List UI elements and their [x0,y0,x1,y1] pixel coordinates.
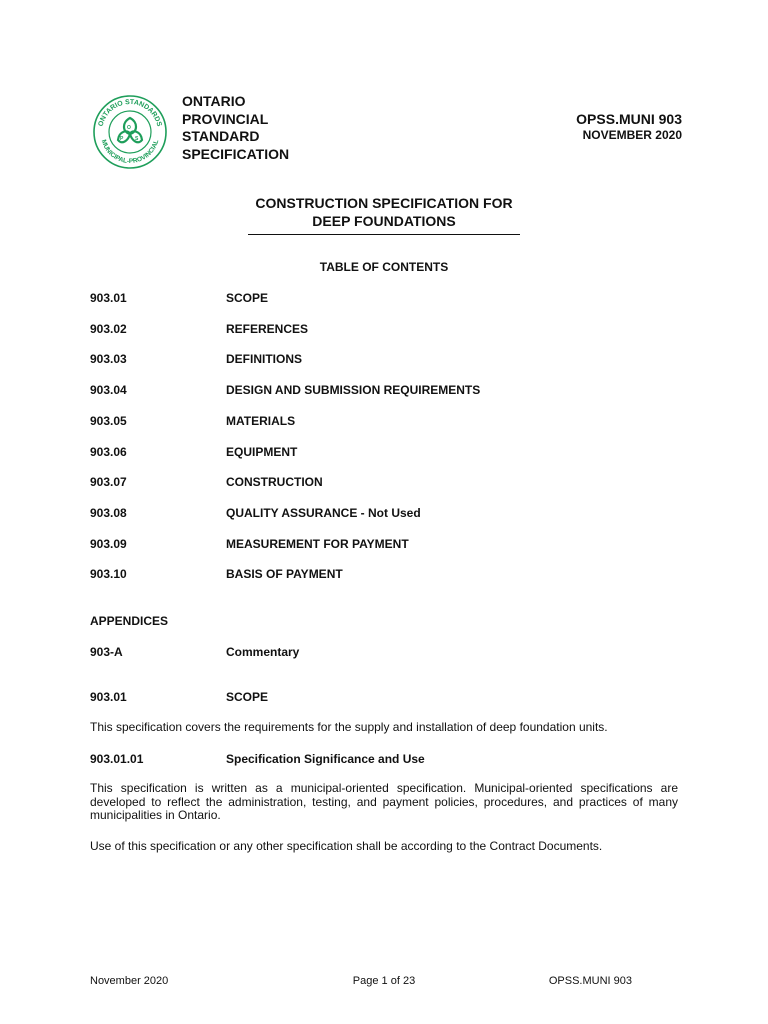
footer-page-number: Page 1 of 23 [352,975,416,987]
toc-item-number: 903.09 [90,537,127,551]
logo-ring-bottom-text: MUNICIPAL-PROVINCIAL [99,138,161,166]
toc-item-label: DEFINITIONS [226,352,303,366]
contract-paragraph: Use of this specification or any other specification shall be according to the Contract Documents. [90,839,603,853]
organization-name [182,93,289,163]
org-line: PROVINCIAL [182,110,269,127]
title-line-1: CONSTRUCTION SPECIFICATION FOR [255,195,513,211]
document-code: OPSS.MUNI 903 [576,111,682,127]
document-title [234,194,534,230]
toc-item-label: CONSTRUCTION [226,475,323,489]
toc-item-number: 903.01 [90,291,127,305]
toc-item-number: 903.03 [90,352,127,366]
subsection-title: Specification Significance and Use [226,752,425,766]
scope-paragraph: This specification covers the requirements for the supply and installation of deep foundation units. [90,720,608,734]
appendices-heading: APPENDICES [90,614,169,628]
toc-item-number: 903.08 [90,506,127,520]
toc-item-label: QUALITY ASSURANCE - Not Used [226,506,421,520]
title-line-2: DEEP FOUNDATIONS [312,213,456,229]
toc-heading: TABLE OF CONTENTS [319,260,449,274]
svg-text:P: P [120,136,124,142]
ops-seal-icon [92,94,168,170]
appendix-label: Commentary [226,645,300,659]
toc-item-number: 903.07 [90,475,127,489]
appendix-number: 903-A [90,645,123,659]
svg-text:O: O [127,125,131,131]
toc-item-label: MATERIALS [226,414,296,428]
subsection-number: 903.01.01 [90,752,144,766]
ops-logo [92,94,168,170]
toc-item-label: BASIS OF PAYMENT [226,567,343,581]
document-date: NOVEMBER 2020 [582,128,682,142]
svg-text:S: S [135,136,139,142]
footer-date: November 2020 [90,975,169,987]
document-id-block [576,111,682,142]
toc-item-label: MEASUREMENT FOR PAYMENT [226,537,409,551]
org-line: ONTARIO [182,93,246,109]
toc-item-number: 903.05 [90,414,127,428]
footer-doc-code: OPSS.MUNI 903 [548,975,632,987]
toc-item-label: DESIGN AND SUBMISSION REQUIREMENTS [226,383,481,397]
toc-item-number: 903.10 [90,567,127,581]
toc-item-number: 903.04 [90,383,127,397]
section-number: 903.01 [90,690,127,704]
toc-item-label: REFERENCES [226,322,309,336]
toc-item-number: 903.06 [90,445,127,459]
significance-paragraph: This specification is written as a municipal-oriented specification. Municipal-oriented specifications are developed to reflect the administration, testing, and payment policies, procedures, and practices of many municipalities in Ontario. [90,781,678,822]
logo-ring-top-text: ONTARIO STANDARDS [97,98,163,128]
section-title: SCOPE [226,690,269,704]
toc-item-label: SCOPE [226,291,269,305]
toc-item-number: 903.02 [90,322,127,336]
toc-item-label: EQUIPMENT [226,445,298,459]
title-underline [248,234,520,235]
org-line: STANDARD [182,128,260,144]
org-line: SPECIFICATION [182,145,290,162]
